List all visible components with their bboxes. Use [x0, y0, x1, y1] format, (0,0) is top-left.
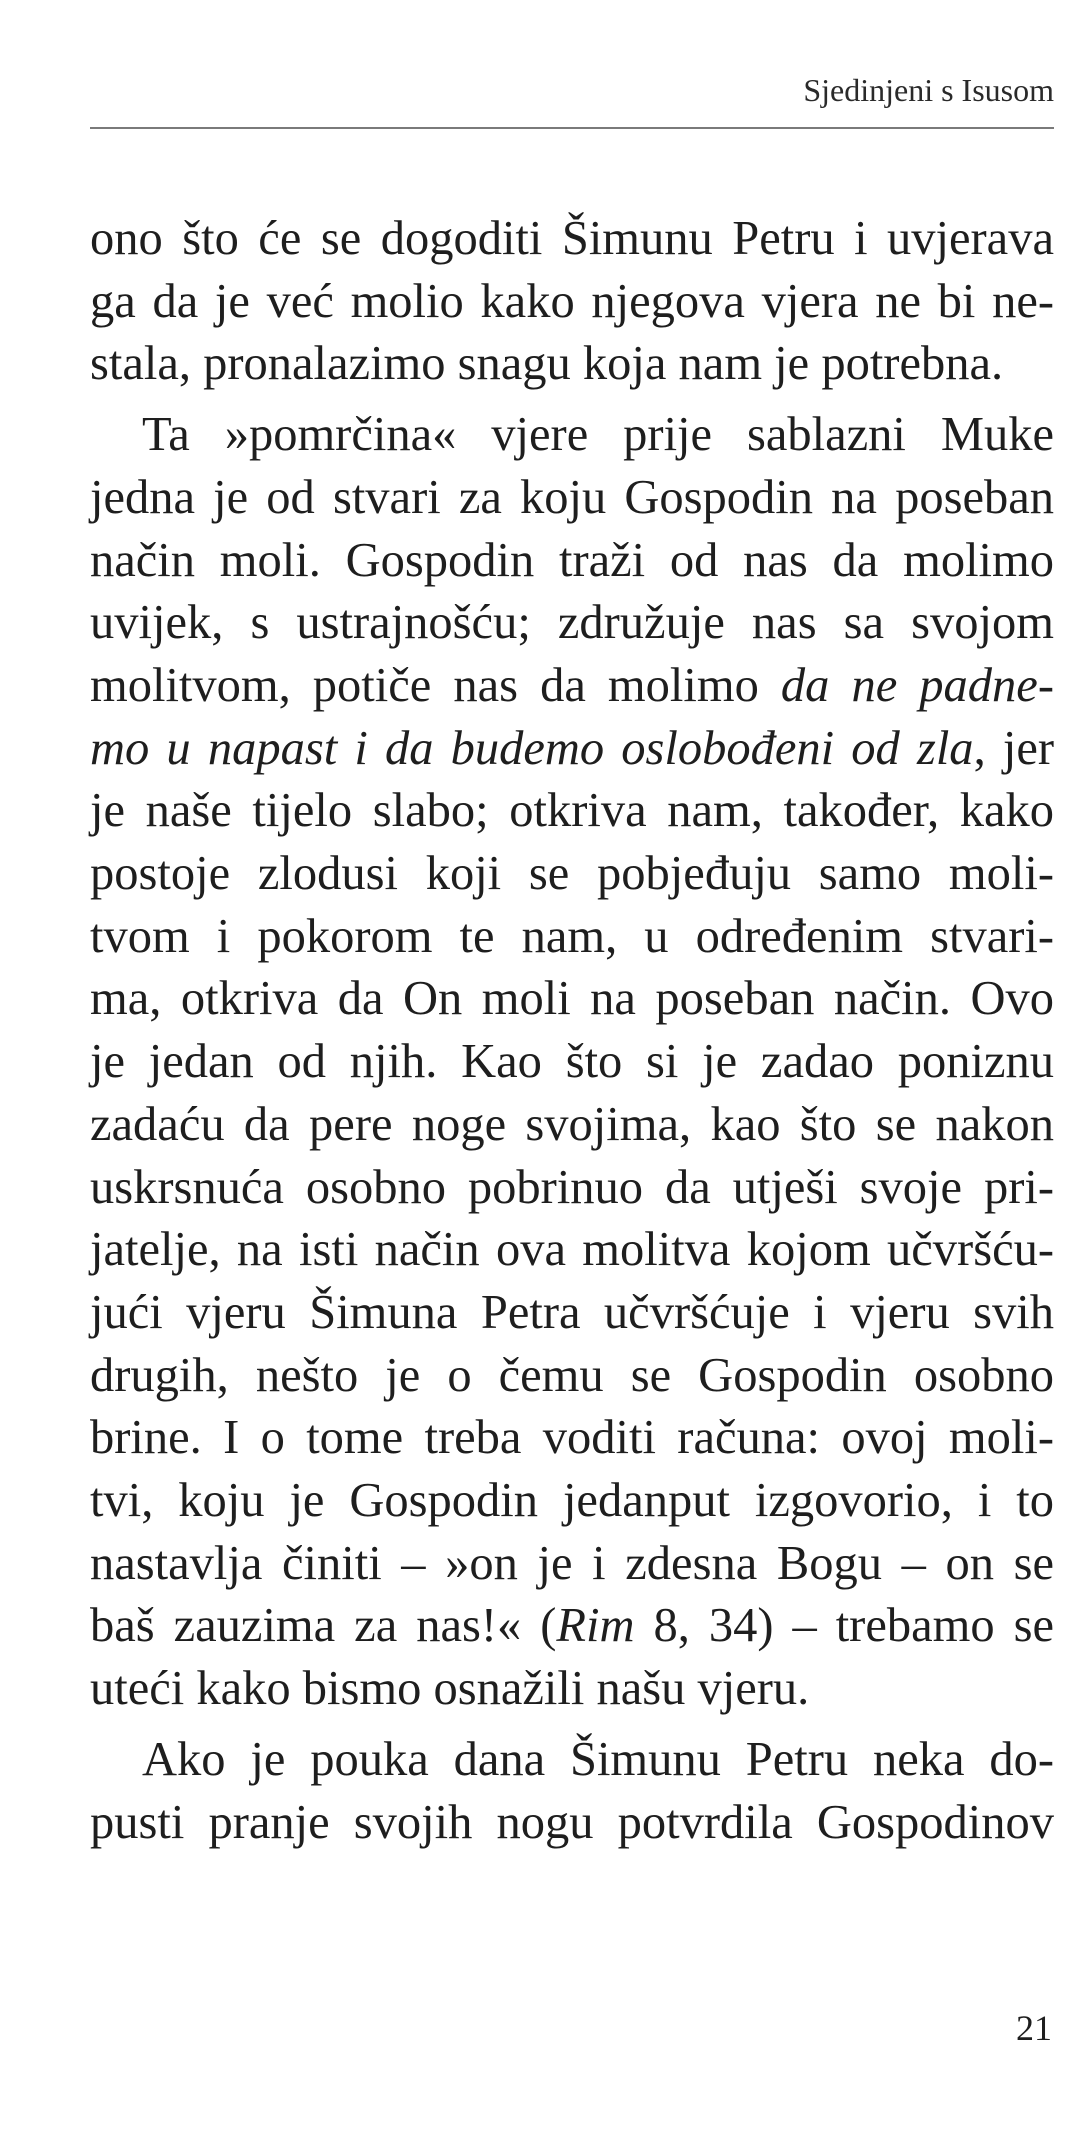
text-line	[90, 655, 1054, 718]
text-line: drugih, nešto je o čemu se Gospodin osobno	[90, 1348, 1054, 1402]
text-line: postoje zlodusi koji se pobjeđuju samo moli-	[90, 847, 1054, 901]
running-header: Sjedinjeni s Isusom	[803, 72, 1054, 108]
text-line	[90, 1595, 1054, 1658]
paragraph	[90, 1729, 1054, 1854]
text-line: brine. I o tome treba voditi računa: ovoj moli-	[90, 1411, 1054, 1465]
text-line: uteći kako bismo osnažili našu vjeru.	[90, 1662, 810, 1716]
citation-book: Rim	[556, 1599, 635, 1653]
text-line: uskrsnuća osobno pobrinuo da utješi svoje pri-	[90, 1160, 1054, 1214]
text-line: jatelje, na isti način ova molitva kojom učvršću-	[90, 1223, 1054, 1277]
text-line: ono što će se dogoditi Šimunu Petru i uvjerava	[90, 212, 1054, 265]
text-line: ga da je već molio kako njegova vjera ne bi ne-	[90, 274, 1054, 328]
body-text	[90, 208, 1054, 1854]
italic-phrase: da ne padne-	[780, 658, 1054, 712]
text-segment: molitvom, potiče nas da molimo	[90, 658, 781, 712]
text-line: tvi, koju je Gospodin jedanput izgovorio, i to	[90, 1474, 1054, 1528]
text-line: nastavlja činiti – »on je i zdesna Bogu – on se	[90, 1536, 1054, 1590]
italic-phrase: mo u napast i da budemo oslobođeni od zla	[90, 721, 974, 775]
text-line: način moli. Gospodin traži od nas da molimo	[90, 533, 1054, 587]
text-line: Ta »pomrčina« vjere prije sablazni Muke	[142, 408, 1054, 462]
text-segment: baš zauzima za nas!« (	[90, 1599, 557, 1653]
text-line: je jedan od njih. Kao što si je zadao poniznu	[90, 1035, 1054, 1089]
page-number: 21	[1016, 2008, 1052, 2048]
text-line: pusti pranje svojih nogu potvrdila Gospodinov	[90, 1795, 1054, 1849]
text-segment: 8, 34) – trebamo se	[634, 1599, 1054, 1653]
text-line: zadaću da pere noge svojima, kao što se nakon	[90, 1097, 1054, 1151]
text-line: je naše tijelo slabo; otkriva nam, također, kako	[90, 784, 1054, 838]
paragraph	[90, 208, 1054, 396]
text-line: stala, pronalazimo snagu koja nam je potrebna.	[90, 337, 1004, 391]
header-rule	[90, 127, 1054, 129]
text-line: ma, otkriva da On moli na poseban način. Ovo	[90, 972, 1054, 1026]
text-line: jući vjeru Šimuna Petra učvršćuje i vjeru svih	[90, 1285, 1054, 1339]
text-segment: , jer	[973, 721, 1054, 775]
text-line	[90, 718, 1054, 781]
text-line: uvijek, s ustrajnošću; združuje nas sa svojom	[90, 596, 1054, 650]
text-line: Ako je pouka dana Šimunu Petru neka do-	[142, 1732, 1054, 1786]
text-line: tvom i pokorom te nam, u određenim stvari-	[90, 909, 1054, 963]
paragraph	[90, 404, 1054, 1721]
text-line: jedna je od stvari za koju Gospodin na poseban	[90, 470, 1054, 524]
